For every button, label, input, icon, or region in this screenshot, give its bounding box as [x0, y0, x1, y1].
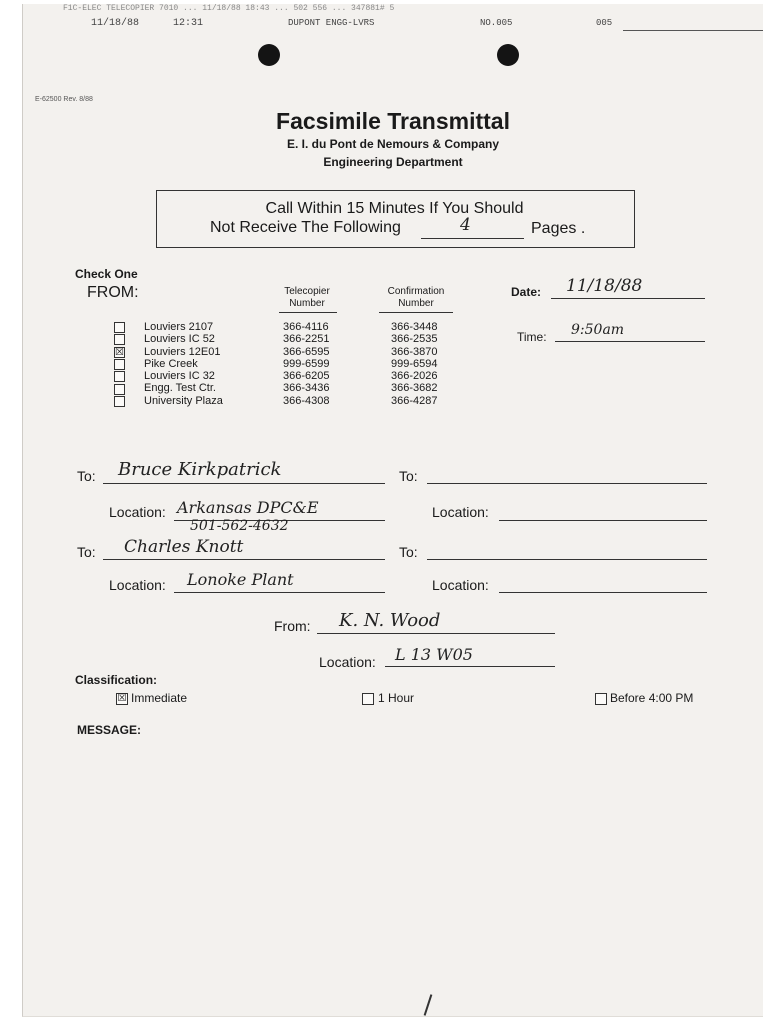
telecopier-number: 999-6599 [283, 357, 330, 370]
to-label-2: To: [77, 544, 96, 560]
company-name: E. I. du Pont de Nemours & Company [286, 137, 500, 151]
form-code: E-62500 Rev. 8/88 [35, 96, 93, 103]
to-line-1b [427, 483, 707, 484]
from-field-label: From: [274, 618, 311, 634]
sender-location-label: Location: [319, 654, 376, 670]
check-one-label: Check One [75, 267, 138, 281]
from-location: University Plaza [144, 394, 223, 407]
pages-underline [421, 238, 524, 239]
telecopier-number: 366-4308 [283, 394, 330, 407]
to-label-1b: To: [399, 468, 418, 484]
confirmation-number-list [391, 321, 438, 407]
telecopier-number-list [283, 321, 330, 407]
fold-mark [424, 994, 433, 1016]
date-line [551, 298, 705, 299]
confirmation-header-2: Number [398, 298, 434, 309]
time-value[interactable]: 9:50am [571, 322, 625, 338]
telecopier-header-rule [279, 312, 337, 313]
classification-label: Classification: [75, 673, 158, 687]
telecopier-number: 366-4116 [283, 321, 329, 333]
fax-header-sender: DUPONT ENGG-LVRS [288, 18, 375, 28]
recipient-2-name[interactable]: Charles Knott [124, 537, 244, 557]
telecopier-header-1: Telecopier [284, 286, 330, 297]
to-label-1: To: [77, 468, 96, 484]
recipient-1-location[interactable]: Arkansas DPC&E [177, 498, 319, 517]
location-line-2 [174, 592, 385, 593]
from-location: Louviers IC 32 [144, 370, 215, 383]
from-field-line [317, 633, 555, 634]
location-label-1b: Location: [432, 504, 489, 520]
fax-transmission-line: F1C-ELEC TELECOPIER 7010 ... 11/18/88 18:43 ... 502 556 ... 347881# 5 [63, 4, 395, 13]
from-checkbox[interactable] [114, 359, 125, 370]
date-label: Date: [511, 285, 542, 299]
one-hour-checkbox[interactable] [362, 693, 374, 705]
from-location: Louviers 2107 [144, 321, 214, 333]
location-label-2b: Location: [432, 577, 489, 593]
telecopier-number: 366-3436 [283, 382, 330, 395]
location-line-2b [499, 592, 707, 593]
from-checkbox[interactable] [114, 384, 125, 395]
confirmation-header-rule [379, 312, 453, 313]
telecopier-number: 366-2251 [283, 333, 330, 346]
immediate-checkbox[interactable]: ☒ [117, 693, 127, 704]
to-line-1 [103, 483, 385, 484]
telecopier-header-2: Number [289, 298, 325, 309]
from-checkbox[interactable]: ☒ [115, 347, 124, 358]
fax-header-page-no: NO.005 [480, 18, 513, 28]
to-line-2b [427, 559, 707, 560]
pages-count: 4 [460, 215, 471, 235]
fax-page [22, 4, 763, 1017]
from-checkbox[interactable] [114, 322, 125, 333]
notice-line-2: Not Receive The Following [210, 219, 401, 236]
confirmation-number: 366-3682 [391, 382, 438, 395]
confirmation-number: 366-2535 [391, 333, 438, 346]
from-location: Louviers IC 52 [144, 333, 215, 346]
from-checkbox[interactable] [114, 396, 125, 407]
location-line-1b [499, 520, 707, 521]
time-line [555, 341, 705, 342]
confirmation-header-1: Confirmation [387, 286, 445, 297]
from-location: Louviers 12E01 [144, 345, 221, 358]
from-checkbox[interactable] [114, 334, 125, 345]
confirmation-number: 366-3870 [391, 345, 438, 358]
fax-header-page-code: 005 [596, 18, 613, 28]
sender-location-line [385, 666, 555, 667]
telecopier-number: 366-6595 [283, 345, 330, 358]
location-label-1: Location: [109, 504, 166, 520]
confirmation-number: 366-2026 [391, 370, 438, 383]
sender-name[interactable]: K. N. Wood [339, 610, 441, 631]
fax-header-time: 12:31 [173, 18, 204, 29]
date-value[interactable]: 11/18/88 [566, 276, 643, 296]
recipient-1-name[interactable]: Bruce Kirkpatrick [118, 459, 282, 480]
one-hour-label: 1 Hour [378, 691, 415, 705]
fax-header-date: 11/18/88 [91, 18, 140, 29]
confirmation-number: 366-4287 [391, 394, 438, 407]
sender-location[interactable]: L 13 W05 [395, 645, 473, 664]
pages-suffix: Pages . [531, 220, 586, 237]
immediate-label: Immediate [131, 691, 188, 705]
form-title: Facsimile Transmittal [276, 108, 510, 134]
before-4pm-label: Before 4:00 PM [610, 691, 694, 705]
before-4pm-checkbox[interactable] [595, 693, 607, 705]
confirmation-number: 999-6594 [391, 357, 438, 370]
punch-hole-left [258, 44, 280, 66]
punch-hole-right [497, 44, 519, 66]
telecopier-number: 366-6205 [283, 370, 330, 383]
from-label: FROM: [87, 284, 139, 301]
from-location: Pike Creek [144, 357, 198, 370]
notice-line-1: Call Within 15 Minutes If You Should [265, 200, 524, 217]
to-label-2b: To: [399, 544, 418, 560]
from-location-list [144, 321, 223, 407]
location-label-2: Location: [109, 577, 166, 593]
department-name: Engineering Department [323, 155, 463, 169]
confirmation-number: 366-3448 [391, 321, 438, 333]
to-line-2 [103, 559, 385, 560]
recipient-2-location[interactable]: Lonoke Plant [187, 570, 294, 589]
from-location: Engg. Test Ctr. [144, 382, 216, 395]
header-rule [623, 30, 763, 31]
message-label: MESSAGE: [77, 723, 142, 737]
time-label: Time: [517, 330, 547, 344]
from-checkbox[interactable] [114, 371, 125, 382]
recipient-1-phone[interactable]: 501-562-4632 [190, 518, 289, 534]
